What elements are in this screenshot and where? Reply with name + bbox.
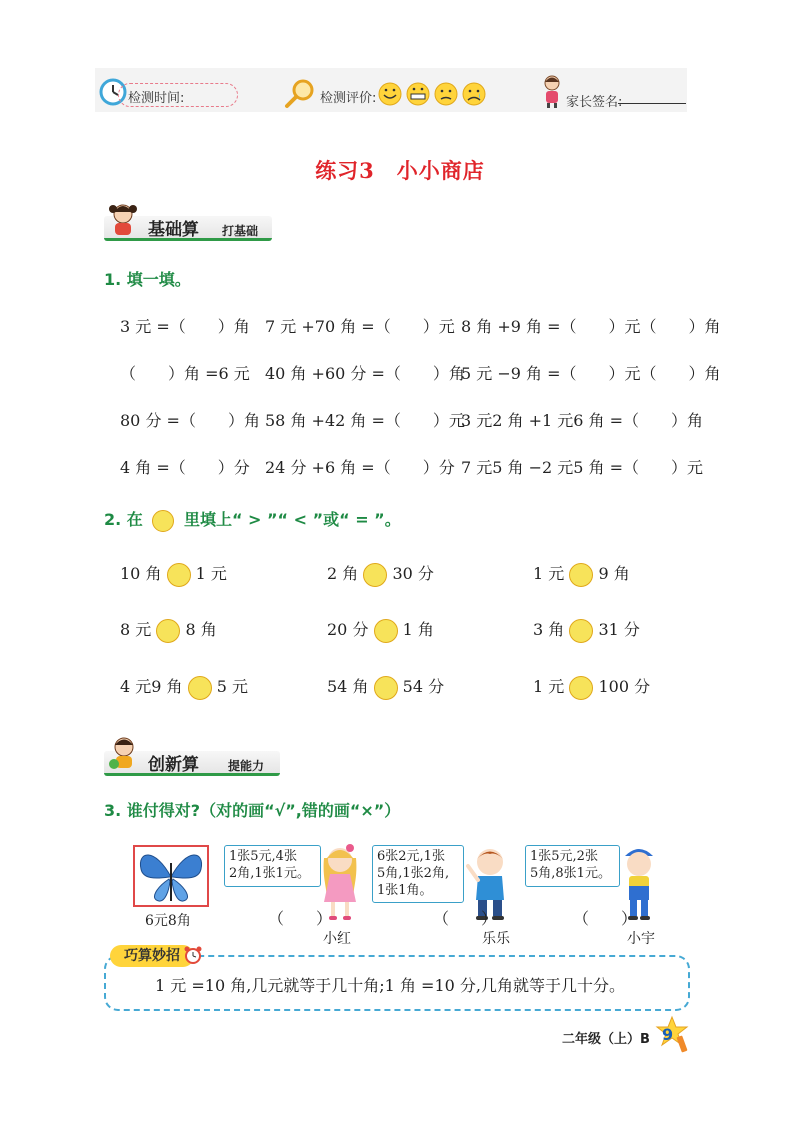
compare-item: [120, 617, 217, 643]
tip-label-text: 巧算妙招: [124, 948, 180, 964]
question-2-heading: [104, 507, 401, 532]
payment-bubble: [224, 845, 321, 887]
payment-line: 5角,1张2角,: [377, 866, 450, 881]
magnifier-icon: [283, 78, 317, 114]
q1-cell[interactable]: 7 元5 角 −2 元5 角 =（ ）元: [461, 458, 704, 477]
compare-right: 5 元: [216, 677, 249, 696]
section-title: 创新算: [148, 755, 199, 775]
compare-circle[interactable]: [363, 563, 387, 587]
person-name: 小宇: [627, 931, 655, 947]
q1-cell[interactable]: 8 角 +9 角 =（ ）元（ ）角: [461, 317, 721, 336]
q1-cell[interactable]: 3 元 =（ ）角: [120, 317, 250, 336]
compare-item: [120, 561, 227, 587]
payment-bubble: [525, 845, 620, 887]
payment-line: 1张1角。: [377, 883, 433, 898]
compare-item: [533, 561, 630, 587]
compare-right: 8 角: [185, 620, 217, 639]
q1-cell[interactable]: 4 角 =（ ）分: [120, 458, 250, 477]
price-label: 6元8角: [145, 913, 191, 929]
compare-circle[interactable]: [156, 619, 180, 643]
payment-bubble: [372, 845, 464, 903]
alarm-clock-icon: [183, 945, 203, 969]
compare-item: [533, 617, 640, 643]
compare-item: [327, 617, 434, 643]
q1-cell[interactable]: 80 分 =（ ）角: [120, 411, 260, 430]
tip-label: [110, 945, 194, 967]
child-mascot-icon: [104, 201, 142, 239]
answer-circle-icon: [152, 510, 174, 532]
payment-line: 6张2元,1张: [377, 849, 445, 864]
payment-line: 1张5元,2张: [530, 849, 598, 864]
q1-cell[interactable]: 24 分 +6 角 =（ ）分: [265, 458, 455, 477]
section-banner-innovative: [104, 742, 280, 775]
compare-circle[interactable]: [569, 563, 593, 587]
grade-label: 二年级（上）B: [562, 1032, 650, 1047]
judge-blank[interactable]: （ ）: [573, 909, 638, 928]
signature-label: 家长签名:: [566, 95, 623, 110]
compare-circle[interactable]: [188, 676, 212, 700]
compare-right: 1 元: [195, 564, 227, 583]
judge-blank[interactable]: （ ）: [268, 909, 333, 928]
child-mascot-icon: [104, 734, 144, 774]
compare-circle[interactable]: [374, 619, 398, 643]
section-subtitle: 提能力: [228, 759, 265, 773]
happy-face-icon: [379, 83, 401, 105]
person-name: 乐乐: [482, 931, 510, 947]
payment-line: 2角,1张1元。: [229, 866, 310, 881]
butterfly-icon: [135, 847, 207, 905]
compare-right: 100 分: [598, 677, 651, 696]
grin-face-icon: [407, 83, 429, 105]
compare-item: [533, 674, 650, 700]
q1-cell[interactable]: 7 元 +70 角 =（ ）元: [265, 317, 455, 336]
compare-left: 3 角: [533, 620, 565, 639]
compare-left: 2 角: [327, 564, 359, 583]
compare-circle[interactable]: [569, 676, 593, 700]
page-number: 9: [662, 1025, 674, 1044]
compare-left: 1 元: [533, 677, 565, 696]
compare-circle[interactable]: [569, 619, 593, 643]
compare-item: [327, 561, 434, 587]
compare-right: 31 分: [598, 620, 640, 639]
section-title: 基础算: [148, 220, 199, 240]
q2-heading-pre: 2. 在: [104, 510, 143, 529]
eval-label: 检测评价:: [320, 91, 377, 106]
compare-left: 54 角: [327, 677, 369, 696]
q2-heading-post: 里填上“ > ”“ < ”或“ = ”。: [183, 510, 401, 529]
worried-face-icon: [435, 83, 457, 105]
compare-left: 10 角: [120, 564, 162, 583]
compare-left: 8 元: [120, 620, 152, 639]
q1-cell[interactable]: 3 元2 角 +1 元6 角 =（ ）角: [461, 411, 704, 430]
page-title: 练习3 小小商店: [315, 158, 485, 183]
compare-left: 20 分: [327, 620, 369, 639]
q1-cell[interactable]: 40 角 +60 分 =（ ）角: [265, 364, 465, 383]
judge-blank[interactable]: （ ）: [433, 909, 498, 928]
compare-circle[interactable]: [374, 676, 398, 700]
time-label: 检测时间:: [128, 91, 185, 106]
q1-cell[interactable]: 58 角 +42 角 =（ ）元: [265, 411, 465, 430]
parent-icon: [538, 73, 566, 113]
compare-circle[interactable]: [167, 563, 191, 587]
compare-item: [327, 674, 444, 700]
compare-right: 54 分: [402, 677, 445, 696]
payment-line: 5角,8张1元。: [530, 866, 611, 881]
butterfly-picture: [133, 845, 209, 907]
sad-face-icon: [463, 83, 485, 105]
compare-left: 1 元: [533, 564, 565, 583]
section-banner-basic: [104, 207, 272, 240]
compare-left: 4 元9 角: [120, 677, 183, 696]
signature-field[interactable]: [618, 103, 686, 104]
section-subtitle: 打基础: [222, 224, 259, 238]
compare-right: 1 角: [402, 620, 434, 639]
compare-right: 9 角: [598, 564, 630, 583]
tip-text: 1 元 =10 角,几元就等于几十角;1 角 =10 分,几角就等于几十分。: [155, 976, 625, 995]
question-1-heading: 1. 填一填。: [104, 270, 191, 289]
q1-cell[interactable]: 5 元 −9 角 =（ ）元（ ）角: [461, 364, 721, 383]
compare-right: 30 分: [392, 564, 434, 583]
person-name: 小红: [323, 931, 351, 947]
compare-item: [120, 674, 248, 700]
q1-cell[interactable]: （ ）角 =6 元: [120, 364, 250, 383]
emoji-rating[interactable]: [378, 81, 490, 111]
question-3-heading: 3. 谁付得对?（对的画“√”,错的画“×”）: [104, 801, 401, 820]
payment-line: 1张5元,4张: [229, 849, 297, 864]
